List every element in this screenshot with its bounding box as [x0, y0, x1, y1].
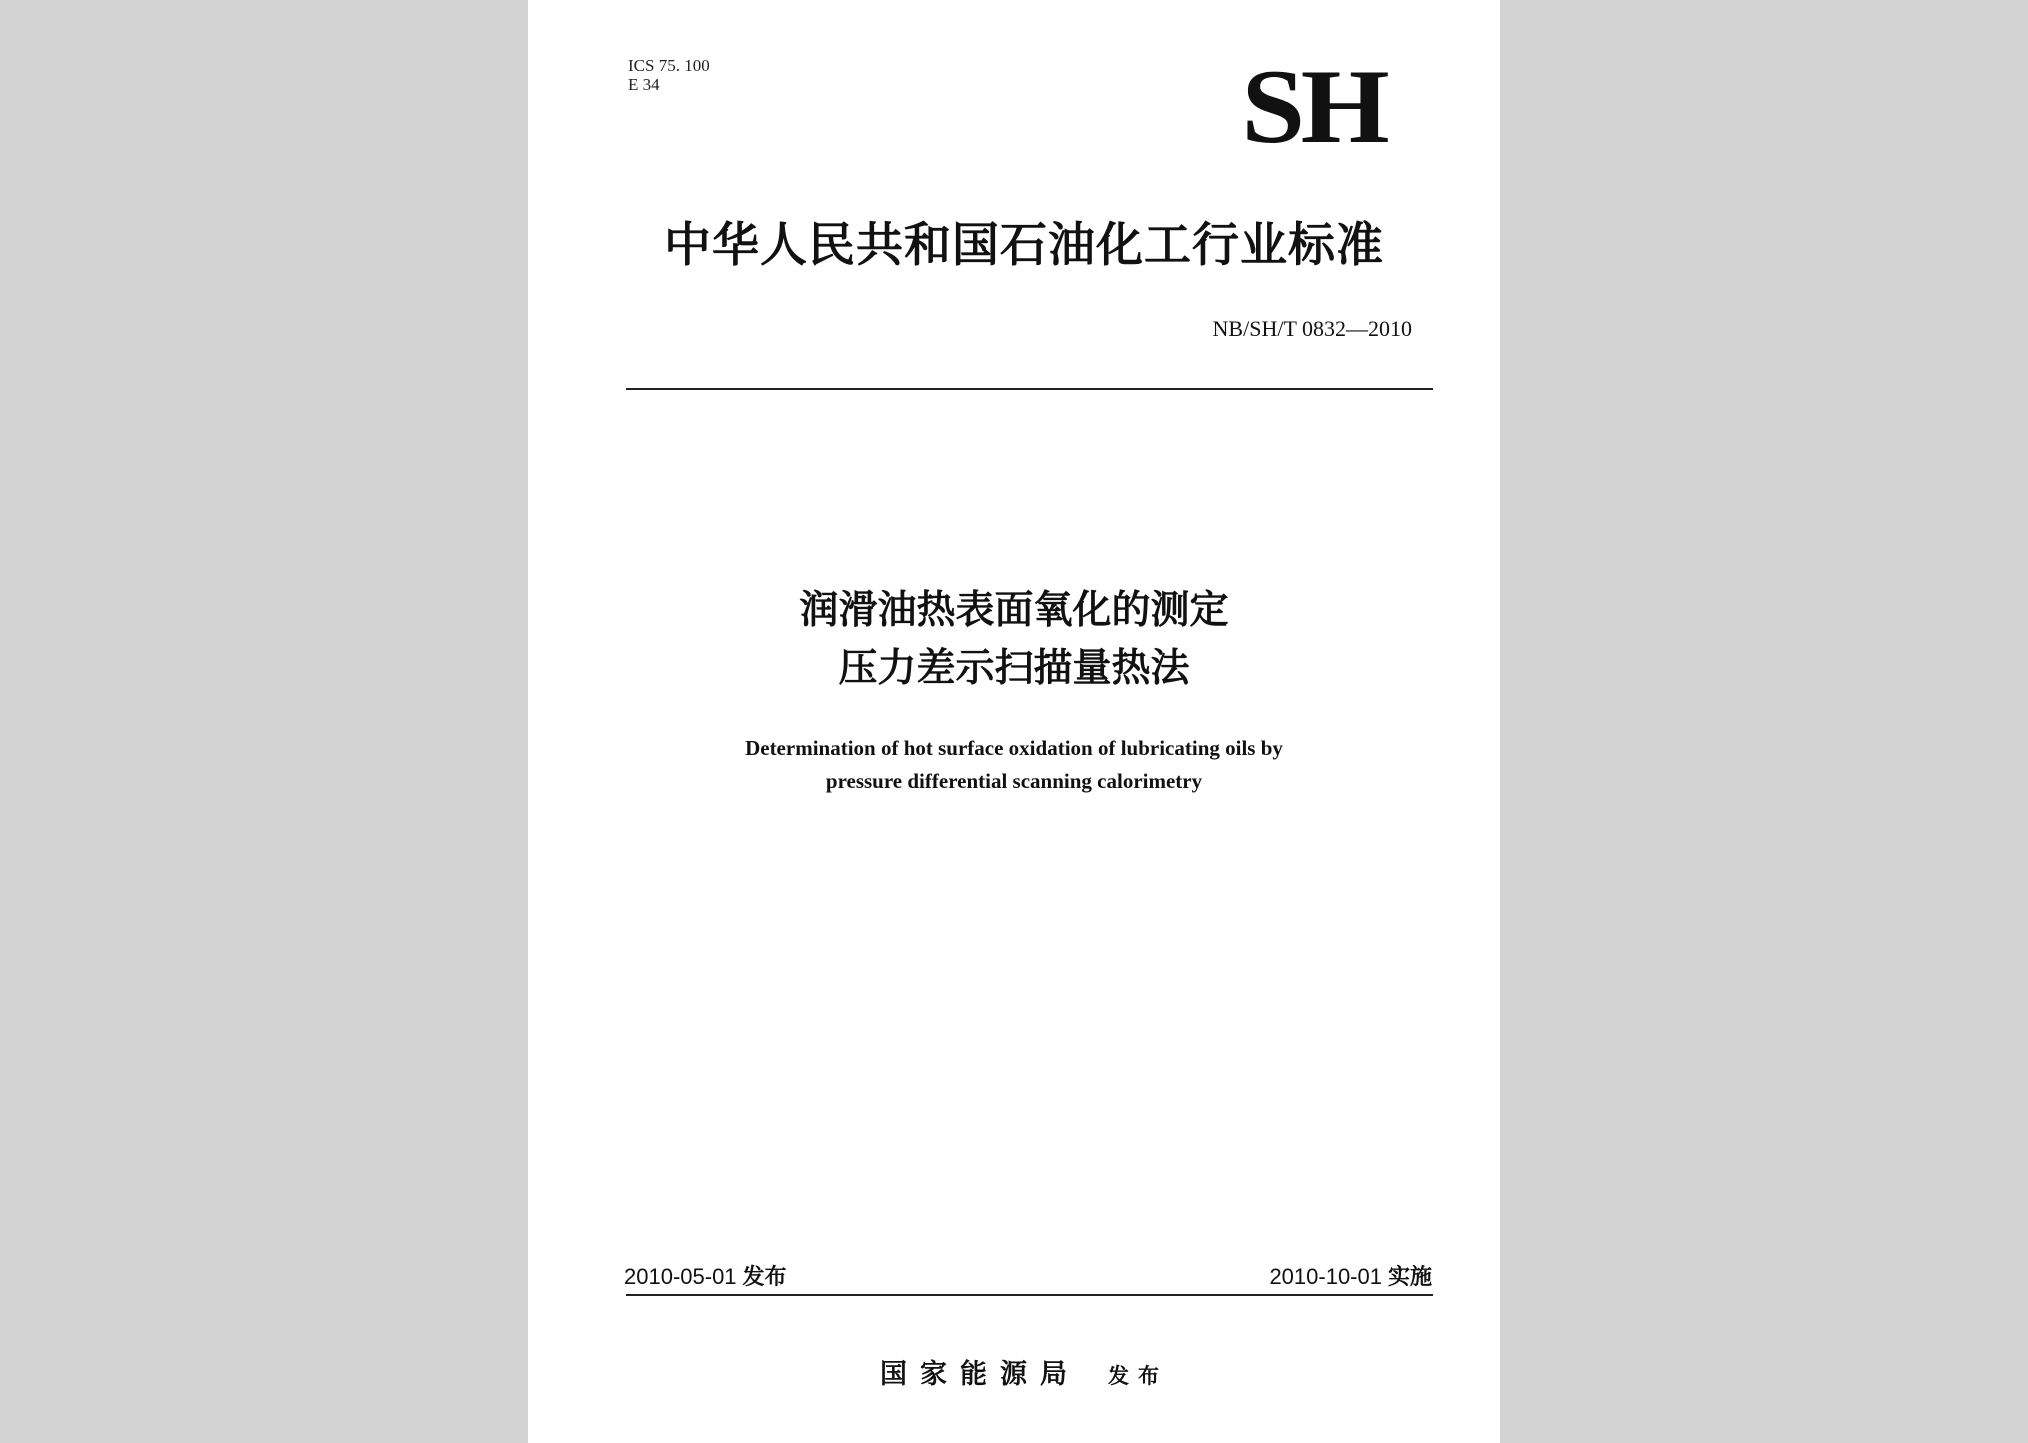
issue-label: 发布: [742, 1265, 787, 1290]
classification-codes: [628, 56, 710, 94]
top-divider: [626, 388, 1433, 390]
chinese-title-line-1: 润滑油热表面氧化的测定: [799, 588, 1229, 633]
implement-label: 实施: [1387, 1265, 1432, 1290]
implement-date: 2010-10-01: [1269, 1264, 1382, 1289]
issue-date: 2010-05-01: [624, 1264, 737, 1289]
sh-logo: SH: [1240, 48, 1385, 165]
english-title-line-1: Determination of hot surface oxidation of lubricating oils by: [745, 736, 1283, 760]
org-title: 中华人民共和国石油化工行业标准: [664, 218, 1384, 273]
chinese-title: [528, 582, 1500, 698]
issue-date-block: [624, 1260, 787, 1291]
implement-date-block: [1269, 1260, 1432, 1291]
publisher-block: [528, 1352, 1500, 1391]
ics-code: ICS 75. 100: [628, 56, 710, 75]
document-page: [528, 0, 1500, 1443]
english-title: [528, 732, 1500, 798]
class-code: E 34: [628, 75, 660, 94]
bottom-divider: [626, 1294, 1433, 1296]
publisher-name: 国家能源局: [880, 1359, 1080, 1390]
publisher-action: 发布: [1108, 1364, 1168, 1388]
english-title-line-2: pressure differential scanning calorimetry: [825, 769, 1203, 793]
standard-number: NB/SH/T 0832—2010: [1212, 316, 1412, 341]
chinese-title-line-2: 压力差示扫描量热法: [838, 646, 1190, 691]
